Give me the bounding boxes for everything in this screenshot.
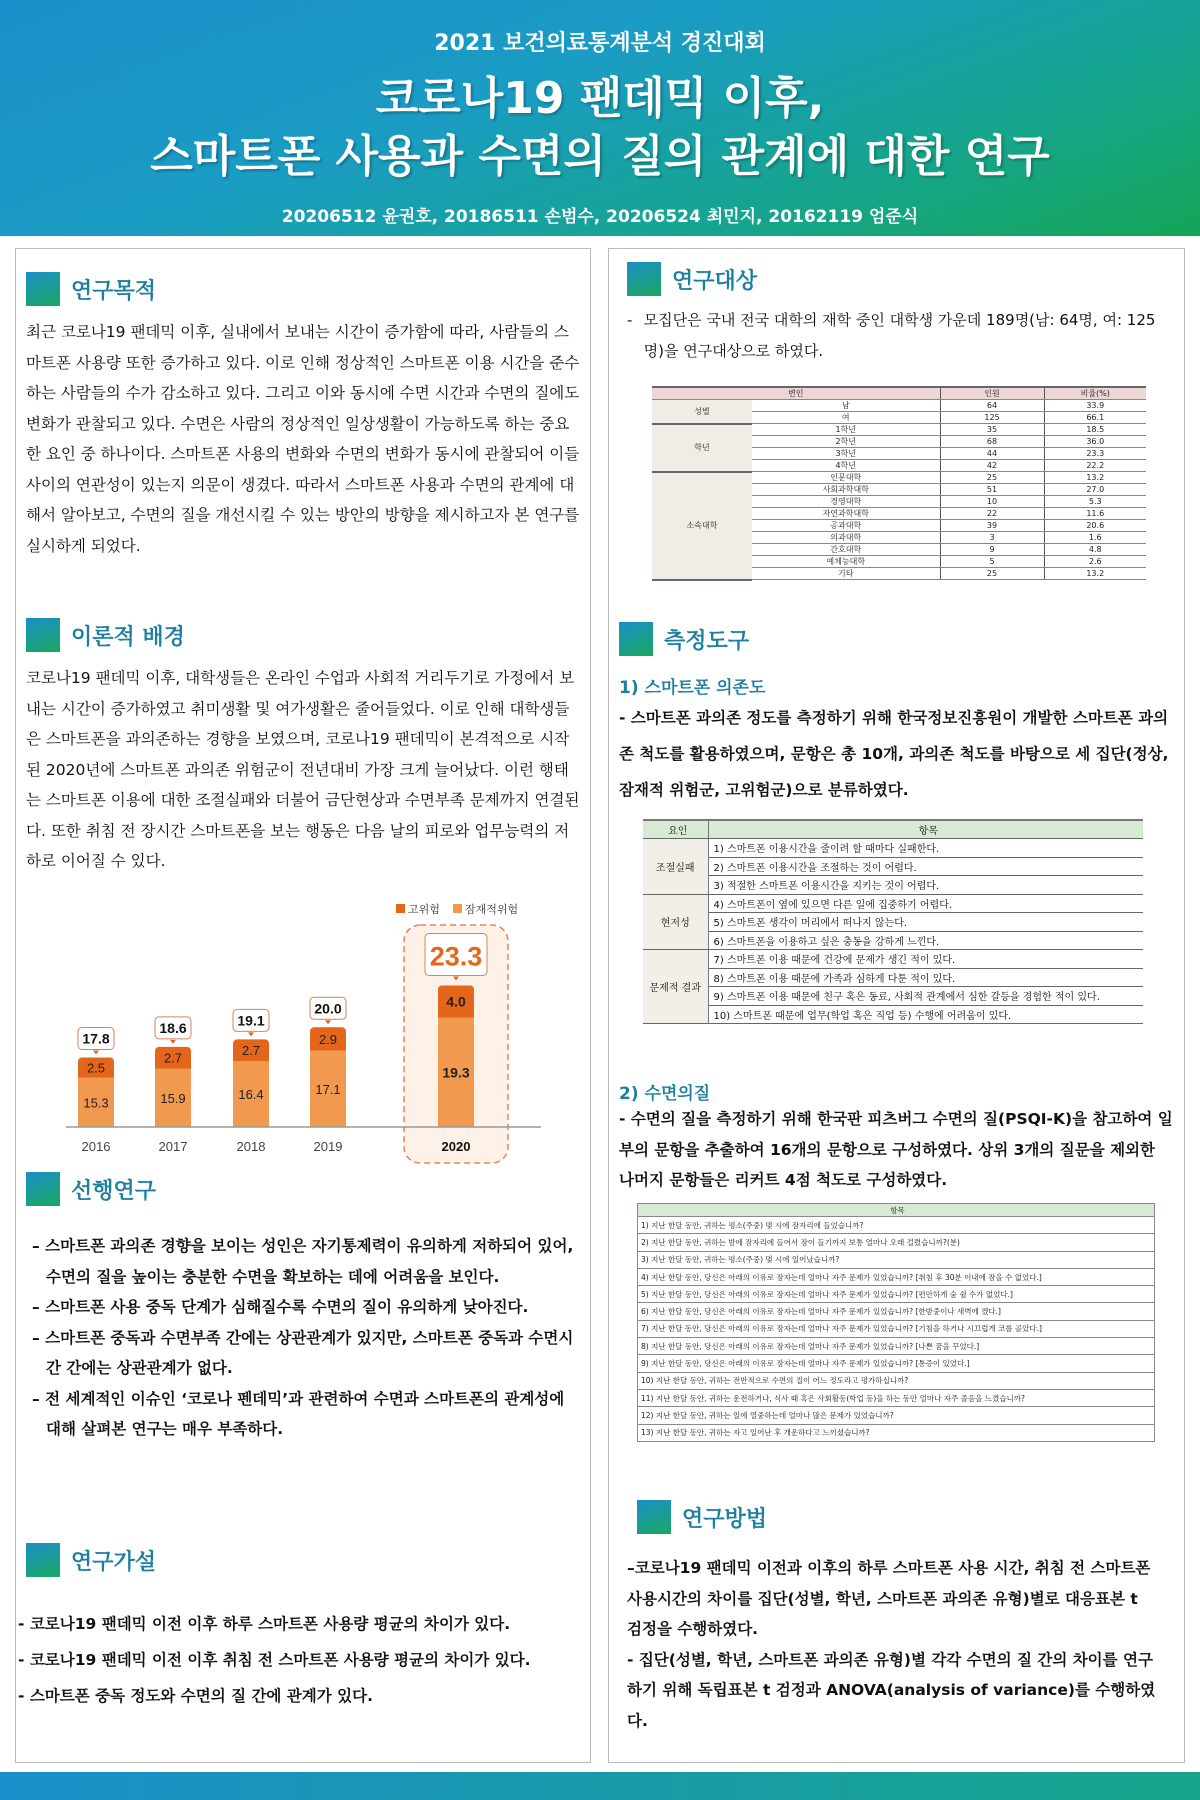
table-row: 7) 지난 한달 동안, 당신은 아래의 이유로 잠자는데 얼마나 자주 문제가 있었습니까? [기침을 하거나 시끄럽게 코를 골았다.] — [638, 1320, 1155, 1337]
table-row: 2) 지난 한달 동안, 귀하는 밤에 잠자리에 들어서 잠이 들기까지 보통 얼마나 오래 걸렸습니까?(분) — [638, 1234, 1155, 1251]
section-title: 연구목적 — [71, 278, 157, 304]
table-row: 자연과학대학 22 11.6 — [652, 508, 1146, 520]
bar-label-high: 4.0 — [446, 993, 466, 1010]
x-tick-label: 2020 — [441, 1139, 471, 1154]
table-row: 8) 지난 한달 동안, 당신은 아래의 이유로 잠자는데 얼마나 자주 문제가 있었습니까? [나쁜 꿈을 꾸었다.] — [638, 1338, 1155, 1355]
total-label: 17.8 — [82, 1030, 110, 1047]
section-method — [609, 1499, 1184, 1736]
table-header: 항목 — [638, 1204, 1155, 1217]
callout-pointer-icon — [248, 1032, 254, 1036]
list-item: – 스마트폰 중독과 수면부족 간에는 상관관계가 있지만, 스마트폰 중독과 수면시간 간에는 상관관계가 없다. — [32, 1328, 574, 1377]
table-row: 3학년 44 23.3 — [652, 448, 1146, 460]
table-row: 4) 지난 한달 동안, 당신은 아래의 이유로 잠자는데 얼마나 자주 문제가 있었습니까? [취침 후 30분 이내에 잠을 수 없었다.] — [638, 1268, 1155, 1285]
section-background — [16, 617, 590, 877]
table-row: 경영대학 10 5.3 — [652, 496, 1146, 508]
background-text: 코로나19 팬데믹 이후, 대학생들은 온라인 수업과 사회적 거리두기로 가정에서 보내는 시간이 증가하였고 취미생활 및 여가생활은 줄어들었다. 이로 인해 대학생들은 스마트폰을 과의존하는 경향을 보였으며, 코로나19 팬데믹이 본격적으로 시작된 2020년에 스마트폰 과의존 위험군이 전년대비 가장 크게 늘어났다. 이런 행태는 스마트폰 이용에 대한 조절실패와 더불어 금단현상과 수면부족 문제까지 연결된다. 또한 취침 전 장시간 스마트폰을 보는 행동은 다음 날의 피로와 업무능력의 저하로 이어질 수 있다. — [26, 669, 580, 870]
callout-pointer-icon — [325, 1020, 331, 1024]
total-label: 19.1 — [237, 1012, 265, 1029]
table-header: 요인 항목 — [643, 820, 1143, 839]
method-list — [627, 1553, 1156, 1736]
legend-swatch — [453, 904, 462, 913]
table-row: 여 125 66.1 — [652, 412, 1146, 424]
list-item: –코로나19 팬데믹 이전과 이후의 하루 스마트폰 사용 시간, 취침 전 스마트폰 사용시간의 차이를 집단(성별, 학년, 스마트폰 과의존 유형)별로 대응표본 t 검정을 수행하였다. — [627, 1559, 1151, 1638]
list-item: – 전 세계적인 이슈인 ‘코로나 펜데믹’과 관련하여 수면과 스마트폰의 관계성에 대해 살펴본 연구는 매우 부족하다. — [32, 1389, 565, 1438]
x-tick-label: 2018 — [236, 1139, 266, 1154]
table-row: 문제적 결과 7) 스마트폰 이용 때문에 건강에 문제가 생긴 적이 있다. — [643, 950, 1143, 969]
table-row: 10) 지난 한달 동안, 귀하는 전반적으로 수면의 질이 어느 정도라고 평가하십니까? — [638, 1372, 1155, 1389]
table-row: 3) 지난 한달 동안, 귀하는 평소(주중) 몇 시에 일어났습니까? — [638, 1251, 1155, 1268]
table-row: 3) 적절한 스마트폰 이용시간을 지키는 것이 어렵다. — [643, 876, 1143, 895]
purpose-text: 최근 코로나19 팬데믹 이후, 실내에서 보내는 시간이 증가함에 따라, 사람들의 스마트폰 사용량 또한 증가하고 있다. 이로 인해 정상적인 스마트폰 이용 시간을 준수하는 사람들의 수가 감소하고 있다. 그리고 이와 동시에 수면 시간과 수면의 질에도 변화가 관찰되고 있다. 수면은 사람의 정상적인 일상생활이 가능하도록 하는 중요한 요인 중 하나이다. 스마트폰 사용의 변화와 수면의 변화가 동시에 관찰되어 이들 사이의 연관성이 있는지 의문이 생겼다. 따라서 스마트폰 사용과 수면의 관계에 대해서 알아보고, 수면의 질을 개선시킬 수 있는 방안의 방향을 제시하고자 본 연구를 실시하게 되었다. — [26, 323, 580, 555]
section-marker-icon — [26, 1172, 60, 1206]
table-header: 변인 인원 비율(%) — [652, 387, 1146, 400]
addiction-text: - 스마트폰 과의존 정도를 측정하기 위해 한국정보진흥원이 개발한 스마트폰 과의존 척도를 활용하였으며, 문항은 총 10개, 과의존 척도를 바탕으로 세 집단(정상, 잠재적 위험군, 고위험군)으로 분류하였다. — [619, 709, 1169, 799]
sleep-subtitle: 2) 수면의질 — [619, 1084, 711, 1104]
table-row: 2학년 68 36.0 — [652, 436, 1146, 448]
list-item: – 스마트폰 사용 중독 단계가 심해질수록 수면의 질이 유의하게 낮아진다. — [32, 1298, 529, 1316]
group-label: 학년 — [652, 424, 752, 472]
table-row: 학년 1학년 35 18.5 — [652, 424, 1146, 436]
table-row: 소속대학 인문대학 25 13.2 — [652, 472, 1146, 484]
prior-list — [26, 1231, 580, 1445]
table-row: 현저성 4) 스마트폰이 옆에 있으면 다른 일에 집중하기 어렵다. — [643, 894, 1143, 913]
table-row: 6) 지난 한달 동안, 당신은 아래의 이유로 잠자는데 얼마나 자주 문제가 있었습니까? [한밤중이나 새벽에 깼다.] — [638, 1303, 1155, 1320]
bar-label-high: 2.5 — [86, 1060, 106, 1076]
list-item: – 스마트폰 과의존 경향을 보이는 성인은 자기통제력이 유의하게 저하되어 있어, 수면의 질을 높이는 충분한 수면을 확보하는 데에 어려움을 보인다. — [32, 1237, 574, 1286]
bar-label-potential: 17.1 — [315, 1081, 341, 1097]
section-sleep — [609, 1079, 1184, 1196]
authors: 20206512 윤권호, 20186511 손범수, 20206524 최민지, 20162119 엄준식 — [281, 207, 919, 227]
section-tools — [609, 621, 1184, 808]
bar-label-high: 2.7 — [163, 1050, 183, 1066]
risk-group-chart — [66, 899, 640, 1164]
section-hypothesis — [16, 1542, 590, 1714]
subjects-text: 모집단은 국내 전국 대학의 재학 중인 대학생 가운데 189명(남: 64명, 여: 125명)을 연구대상으로 하였다. — [643, 311, 1156, 360]
group-label: 성별 — [652, 400, 752, 424]
total-label: 23.3 — [429, 941, 483, 972]
table-row: 기타 25 13.2 — [652, 568, 1146, 580]
legend-swatch — [396, 904, 405, 913]
sleep-text: - 수면의 질을 측정하기 위해 한국판 피츠버그 수면의 질(PSQI-K)을 참고하여 일부의 문항을 추출하여 16개의 문항으로 구성하였다. 상위 3개의 질문을 제외한 나머지 문항들은 리커트 4점 척도로 구성하였다. — [619, 1110, 1173, 1189]
table-row: 성별 남 64 33.9 — [652, 400, 1146, 412]
section-marker-icon — [619, 622, 653, 656]
addiction-scale-table — [643, 819, 1143, 1024]
legend-label: 잠재적위험 — [465, 904, 519, 916]
x-tick-label: 2019 — [313, 1139, 343, 1154]
bar-label-potential: 15.9 — [160, 1090, 186, 1106]
contest-name: 2021 보건의료통계분석 경진대회 — [434, 31, 766, 56]
poster-header — [0, 0, 1200, 236]
table-row: 5) 지난 한달 동안, 당신은 아래의 이유로 잠자는데 얼마나 자주 문제가 있었습니까? [편안하게 숨 쉴 수가 없었다.] — [638, 1286, 1155, 1303]
total-label: 20.0 — [314, 1000, 342, 1017]
table-row: 사회과학대학 51 27.0 — [652, 484, 1146, 496]
section-title: 연구가설 — [71, 1549, 157, 1575]
x-tick-label: 2017 — [158, 1139, 188, 1154]
section-prior — [16, 1171, 590, 1445]
list-item: - 코로나19 팬데믹 이전 이후 취침 전 스마트폰 사용량 평균의 차이가 있다. — [18, 1651, 531, 1669]
footer-bar — [0, 1772, 1200, 1800]
section-marker-icon — [26, 1543, 60, 1577]
table-row: 10) 스마트폰 때문에 업무(학업 혹은 직업 등) 수행에 어려움이 있다. — [643, 1005, 1143, 1024]
section-title: 연구대상 — [672, 268, 758, 294]
factor-label: 문제적 결과 — [643, 950, 708, 1024]
addiction-subtitle: 1) 스마트폰 의존도 — [619, 678, 766, 698]
section-title: 이론적 배경 — [71, 624, 185, 650]
list-item: - 스마트폰 중독 정도와 수면의 질 간에 관계가 있다. — [18, 1687, 373, 1705]
table-row: 6) 스마트폰을 이용하고 싶은 충동을 강하게 느낀다. — [643, 931, 1143, 950]
list-item: - 집단(성별, 학년, 스마트폰 과의존 유형)별 각각 수면의 질 간의 차이를 연구하기 위해 독립표본 t 검정과 ANOVA(analysis of variance)를 수행하였다. — [627, 1650, 1156, 1730]
table-row: 조절실패 1) 스마트폰 이용시간을 줄이려 할 때마다 실패한다. — [643, 839, 1143, 858]
section-title: 측정도구 — [664, 628, 750, 654]
callout-pointer-icon — [170, 1040, 176, 1044]
x-tick-label: 2016 — [81, 1139, 111, 1154]
bar-label-high: 2.9 — [318, 1031, 338, 1047]
bar-label-high: 2.7 — [241, 1043, 261, 1059]
section-marker-icon — [637, 1500, 671, 1534]
total-label: 18.6 — [159, 1019, 187, 1036]
right-column — [608, 248, 1185, 1763]
table-row: 공과대학 39 20.6 — [652, 520, 1146, 532]
legend-label: 고위험 — [408, 904, 440, 916]
table-row: 12) 지난 한달 동안, 귀하는 일에 열중하는데 얼마나 많은 문제가 있었습니까? — [638, 1407, 1155, 1424]
table-row: 2) 스마트폰 이용시간을 조절하는 것이 어렵다. — [643, 857, 1143, 876]
bar-label-potential: 15.3 — [83, 1095, 109, 1111]
section-marker-icon — [26, 272, 60, 306]
section-title: 연구방법 — [682, 1506, 768, 1532]
poster-title: 코로나19 팬데믹 이후, 스마트폰 사용과 수면의 질의 관계에 대한 연구 — [150, 73, 1050, 182]
table-row: 5) 스마트폰 생각이 머리에서 떠나지 않는다. — [643, 913, 1143, 932]
group-label: 소속대학 — [652, 472, 752, 580]
table-row: 4학년 42 22.2 — [652, 460, 1146, 472]
left-column — [15, 248, 591, 1763]
table-row: 8) 스마트폰 이용 때문에 가족과 심하게 다툰 적이 있다. — [643, 968, 1143, 987]
table-row: 예체능대학 5 2.6 — [652, 556, 1146, 568]
demographics-table — [652, 386, 1146, 581]
section-subjects: 연구대상 - 모집단은 국내 전국 대학의 재학 중인 대학생 가운데 189명(남: 64명, 여: 125명)을 연구대상으로 하였다. — [609, 261, 1184, 366]
table-row: 9) 지난 한달 동안, 당신은 아래의 이유로 잠자는데 얼마나 자주 문제가 있었습니까? [통증이 있었다.] — [638, 1355, 1155, 1372]
sleep-quality-table — [637, 1203, 1155, 1442]
section-marker-icon — [627, 262, 661, 296]
table-row: 11) 지난 한달 동안, 귀하는 운전하거나, 식사 때 혹은 사회활동(학업 등)을 하는 동안 얼마나 자주 졸음을 느꼈습니까? — [638, 1389, 1155, 1406]
table-row: 의과대학 3 1.6 — [652, 532, 1146, 544]
table-row: 9) 스마트폰 이용 때문에 친구 혹은 동료, 사회적 관계에서 심한 갈등을 경험한 적이 있다. — [643, 987, 1143, 1006]
list-item: - 코로나19 팬데믹 이전 이후 하루 스마트폰 사용량 평균의 차이가 있다. — [18, 1615, 511, 1633]
section-marker-icon — [26, 618, 60, 652]
bar-label-potential: 16.4 — [238, 1087, 264, 1102]
table-row: 간호대학 9 4.8 — [652, 544, 1146, 556]
hypothesis-list — [18, 1606, 580, 1714]
factor-label: 현저성 — [643, 894, 708, 950]
table-row: 13) 지난 한달 동안, 귀하는 자고 일어난 후 개운하다고 느끼셨습니까? — [638, 1424, 1155, 1441]
bar-label-potential: 19.3 — [442, 1064, 470, 1081]
section-purpose — [16, 271, 590, 561]
callout-pointer-icon — [93, 1051, 99, 1055]
factor-label: 조절실패 — [643, 839, 708, 895]
table-row: 1) 지난 한달 동안, 귀하는 평소(주중) 몇 시에 잠자리에 들었습니까? — [638, 1217, 1155, 1234]
section-title: 선행연구 — [71, 1178, 157, 1204]
